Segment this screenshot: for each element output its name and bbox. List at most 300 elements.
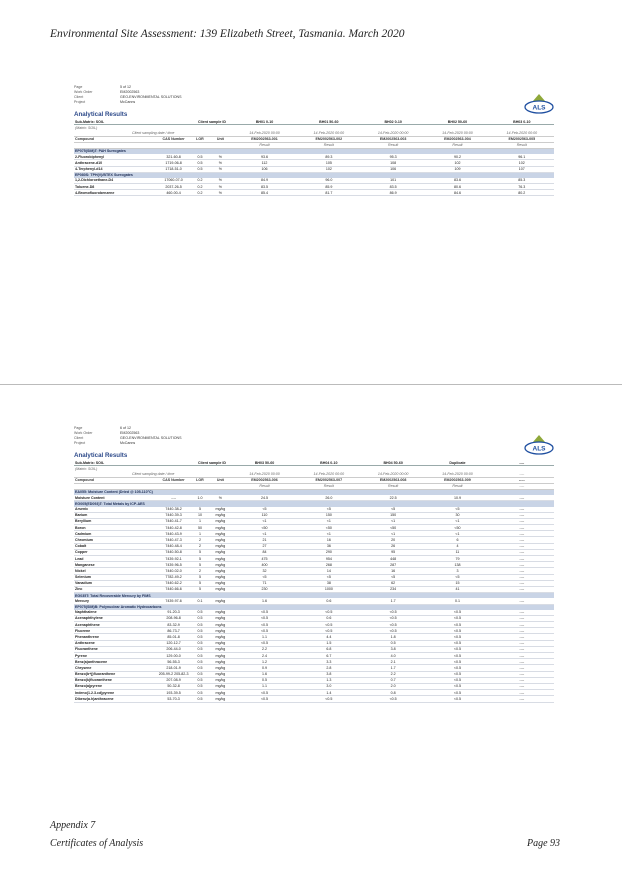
lor-value: 0.5 bbox=[192, 154, 209, 160]
result-value: 11 bbox=[425, 549, 489, 555]
result-value: <5 bbox=[297, 574, 361, 580]
section-title: Analytical Results bbox=[74, 111, 128, 118]
result-value: <0.5 bbox=[425, 634, 489, 640]
compound-name: 1,2-Dichloroethane-D4 bbox=[74, 178, 156, 184]
result-value: <0.5 bbox=[297, 628, 361, 634]
result-value: 3.3 bbox=[297, 659, 361, 665]
compound-name: Indeno(1.2.3.cd)pyrene bbox=[74, 690, 156, 696]
result-value: <5 bbox=[361, 574, 425, 580]
unit-value: % bbox=[208, 154, 232, 160]
result-value: ---- bbox=[490, 690, 554, 696]
cas-number: 7440-62-2 bbox=[156, 580, 192, 586]
result-label: Result bbox=[361, 483, 425, 489]
cas-number: 7440-39-3 bbox=[156, 512, 192, 518]
compound-name: Moisture Content bbox=[74, 495, 156, 501]
result-value: ---- bbox=[490, 507, 554, 513]
result-value: 24.5 bbox=[232, 495, 296, 501]
result-value: 95.3 bbox=[361, 154, 425, 160]
results-sheet-2 bbox=[74, 426, 554, 703]
result-value: <5 bbox=[361, 507, 425, 513]
result-value: ---- bbox=[490, 653, 554, 659]
result-value: ---- bbox=[490, 665, 554, 671]
result-value: <5 bbox=[425, 574, 489, 580]
unit-value: mg/kg bbox=[208, 518, 232, 524]
unit-value: % bbox=[208, 166, 232, 172]
table-row bbox=[74, 696, 554, 702]
lor-value: 5 bbox=[192, 556, 209, 562]
result-value: 107 bbox=[490, 166, 554, 172]
compound-name: Nickel bbox=[74, 568, 156, 574]
result-value: <0.5 bbox=[425, 690, 489, 696]
lor-value: 0.5 bbox=[192, 615, 209, 621]
cas-number: 120-12-7 bbox=[156, 640, 192, 646]
meta-label: Client bbox=[74, 95, 84, 99]
lor-value: 2 bbox=[192, 543, 209, 549]
result-value: ---- bbox=[490, 512, 554, 518]
result-value: ---- bbox=[490, 562, 554, 568]
compound-name: Acenaphthylene bbox=[74, 615, 156, 621]
result-value: <0.5 bbox=[425, 628, 489, 634]
compound-name: Pyrene bbox=[74, 653, 156, 659]
result-value: 84 bbox=[232, 549, 296, 555]
result-value: <1 bbox=[361, 518, 425, 524]
sampling-date: 14-Feb-2020 00:00 bbox=[297, 130, 361, 136]
result-value: 30 bbox=[425, 512, 489, 518]
unit-value: mg/kg bbox=[208, 622, 232, 628]
compound-name: Anthracene bbox=[74, 640, 156, 646]
result-value: 2.1 bbox=[361, 659, 425, 665]
result-value: 0.9 bbox=[232, 665, 296, 671]
unit-value: mg/kg bbox=[208, 531, 232, 537]
result-value: 2.2 bbox=[232, 646, 296, 652]
result-value: <1 bbox=[297, 531, 361, 537]
lor-value: 0.5 bbox=[192, 160, 209, 166]
result-value: 2.4 bbox=[232, 653, 296, 659]
lab-sample-code: EM2002563-007 bbox=[297, 477, 361, 483]
sample-id-header: ---- bbox=[490, 460, 554, 466]
compound-name: Copper bbox=[74, 549, 156, 555]
result-value: 2.0 bbox=[361, 683, 425, 689]
result-value: <50 bbox=[232, 525, 296, 531]
result-value: ---- bbox=[490, 518, 554, 524]
lor-value: 5 bbox=[192, 580, 209, 586]
compound-name: Phenanthrene bbox=[74, 634, 156, 640]
result-value: 85.9 bbox=[297, 184, 361, 190]
result-value: 3.0 bbox=[297, 683, 361, 689]
results-sheet-1 bbox=[74, 85, 554, 196]
lor-value: 0.5 bbox=[192, 166, 209, 172]
sample-id-header: BH01 50-60 bbox=[297, 119, 361, 125]
meta-value: GEO-ENVIRONMENTAL SOLUTIONS bbox=[120, 95, 182, 99]
lor-value: 0.5 bbox=[192, 653, 209, 659]
lor-value: 0.2 bbox=[192, 190, 209, 196]
result-value: 102 bbox=[425, 160, 489, 166]
lor-value: 0.5 bbox=[192, 665, 209, 671]
unit-value: % bbox=[208, 190, 232, 196]
result-value: 26.0 bbox=[297, 495, 361, 501]
sampling-date: 14-Feb-2020 00:00 bbox=[361, 471, 425, 477]
result-value: <0.5 bbox=[361, 622, 425, 628]
compound-name: Cobalt bbox=[74, 543, 156, 549]
result-value: <0.5 bbox=[297, 610, 361, 616]
result-value: 79 bbox=[425, 556, 489, 562]
result-value: <1 bbox=[232, 518, 296, 524]
result-value: 4 bbox=[425, 543, 489, 549]
result-value: ---- bbox=[490, 537, 554, 543]
result-value: 3 bbox=[425, 568, 489, 574]
compound-name: 4-Bromofluorobenzene bbox=[74, 190, 156, 196]
result-value: 85.3 bbox=[490, 178, 554, 184]
result-label: Result bbox=[297, 142, 361, 148]
meta-label: Project bbox=[74, 100, 86, 104]
lor-value: 1 bbox=[192, 518, 209, 524]
cas-number: 17060-07-0 bbox=[156, 178, 192, 184]
lor-value: 0.5 bbox=[192, 640, 209, 646]
meta-row bbox=[74, 100, 554, 105]
results-table bbox=[74, 460, 554, 703]
analysis-group-title: EG005(ED093)T: Total Metals by ICP-AES bbox=[74, 501, 554, 507]
result-value: <5 bbox=[232, 507, 296, 513]
document-header: Environmental Site Assessment: 139 Elizabeth Street, Tasmania. March 2020 bbox=[50, 28, 405, 40]
footer-page-number: Page 93 bbox=[527, 838, 561, 849]
result-value: <5 bbox=[425, 507, 489, 513]
cas-number: 7440-02-0 bbox=[156, 568, 192, 574]
result-value: 0.8 bbox=[361, 690, 425, 696]
lab-sample-code: EM2002563-008 bbox=[361, 477, 425, 483]
result-value: 448 bbox=[361, 556, 425, 562]
result-value: <0.5 bbox=[232, 615, 296, 621]
compound-name: Arsenic bbox=[74, 507, 156, 513]
result-value: 1.6 bbox=[232, 671, 296, 677]
meta-label: Page bbox=[74, 426, 83, 430]
sampling-label: Client sampling date / time bbox=[74, 130, 232, 136]
compound-label: Compound bbox=[74, 136, 156, 142]
meta-row bbox=[74, 441, 554, 446]
unit-value: mg/kg bbox=[208, 677, 232, 683]
result-value: 1.7 bbox=[361, 665, 425, 671]
result-label: Result bbox=[490, 142, 554, 148]
result-value: 90.2 bbox=[425, 154, 489, 160]
compound-name: Dibenz(a.h)anthracene bbox=[74, 696, 156, 702]
meta-label: Page bbox=[74, 85, 83, 89]
result-value: 3.8 bbox=[297, 671, 361, 677]
lor-value: 5 bbox=[192, 507, 209, 513]
result-value: <50 bbox=[361, 525, 425, 531]
lab-sample-code: EM2002563-004 bbox=[425, 136, 489, 142]
compound-name: Mercury bbox=[74, 598, 156, 604]
result-value: 110 bbox=[232, 512, 296, 518]
cas-number: 193-39-5 bbox=[156, 690, 192, 696]
unit-value: mg/kg bbox=[208, 537, 232, 543]
result-value: 400 bbox=[232, 562, 296, 568]
cas-number: 7439-96-5 bbox=[156, 562, 192, 568]
cas-number: 83-32-9 bbox=[156, 622, 192, 628]
sampling-date: 14-Feb-2020 00:00 bbox=[425, 130, 489, 136]
compound-name: Fluorene bbox=[74, 628, 156, 634]
unit-value: mg/kg bbox=[208, 696, 232, 702]
result-value: ---- bbox=[490, 598, 554, 604]
result-value: ---- bbox=[490, 525, 554, 531]
result-value: ---- bbox=[490, 531, 554, 537]
cas-number: 460-00-4 bbox=[156, 190, 192, 196]
result-value: <0.5 bbox=[297, 622, 361, 628]
compound-name: Vanadium bbox=[74, 580, 156, 586]
result-value: 41 bbox=[425, 586, 489, 592]
lor-value: 50 bbox=[192, 525, 209, 531]
result-value: 4.4 bbox=[297, 634, 361, 640]
result-value: 109 bbox=[425, 166, 489, 172]
result-value: 0.1 bbox=[425, 598, 489, 604]
lor-value: 0.5 bbox=[192, 610, 209, 616]
lab-sample-code: EM2002563-009 bbox=[425, 477, 489, 483]
result-label: Result bbox=[232, 142, 296, 148]
unit-value: mg/kg bbox=[208, 543, 232, 549]
unit-label: Unit bbox=[208, 477, 232, 483]
unit-value: mg/kg bbox=[208, 610, 232, 616]
cas-number: 7440-47-3 bbox=[156, 537, 192, 543]
meta-value: McCanns bbox=[120, 100, 136, 104]
lor-value: 0.5 bbox=[192, 683, 209, 689]
compound-name: Barium bbox=[74, 512, 156, 518]
compound-name: Beryllium bbox=[74, 518, 156, 524]
cas-number: 7440-41-7 bbox=[156, 518, 192, 524]
result-value: <1 bbox=[297, 518, 361, 524]
result-value: ---- bbox=[490, 659, 554, 665]
unit-value: % bbox=[208, 495, 232, 501]
result-value: 1.4 bbox=[297, 690, 361, 696]
result-value: ---- bbox=[490, 671, 554, 677]
result-value: 83.6 bbox=[425, 178, 489, 184]
lor-value: 5 bbox=[192, 549, 209, 555]
result-value: 27 bbox=[232, 543, 296, 549]
cas-number: 7440-38-2 bbox=[156, 507, 192, 513]
result-label: Result bbox=[297, 483, 361, 489]
lor-value: 0.5 bbox=[192, 628, 209, 634]
result-value: <50 bbox=[297, 525, 361, 531]
sampling-date: 14-Feb-2020 00:00 bbox=[232, 471, 296, 477]
result-value: 4.0 bbox=[361, 653, 425, 659]
result-value: ---- bbox=[490, 586, 554, 592]
compound-name: Toluene-D8 bbox=[74, 184, 156, 190]
result-value: 106 bbox=[361, 166, 425, 172]
unit-value: mg/kg bbox=[208, 598, 232, 604]
cas-label: CAS Number bbox=[156, 136, 192, 142]
cas-label: CAS Number bbox=[156, 477, 192, 483]
compound-name: Acenaphthene bbox=[74, 622, 156, 628]
result-value: 95 bbox=[361, 549, 425, 555]
result-value: ---- bbox=[490, 640, 554, 646]
result-value: 1.8 bbox=[361, 634, 425, 640]
result-value: 0.7 bbox=[361, 677, 425, 683]
result-value: 96.1 bbox=[490, 154, 554, 160]
compound-name: Chromium bbox=[74, 537, 156, 543]
cas-number: 7440-43-9 bbox=[156, 531, 192, 537]
compound-name: Cadmium bbox=[74, 531, 156, 537]
cas-number: 53-70-3 bbox=[156, 696, 192, 702]
result-value: 84.9 bbox=[232, 178, 296, 184]
result-value: 1.1 bbox=[232, 683, 296, 689]
result-value: 16 bbox=[297, 537, 361, 543]
result-value: <5 bbox=[232, 574, 296, 580]
unit-value: mg/kg bbox=[208, 512, 232, 518]
lor-value: 0.5 bbox=[192, 690, 209, 696]
result-value: 96.0 bbox=[297, 178, 361, 184]
result-value: 150 bbox=[361, 512, 425, 518]
lor-value: 5 bbox=[192, 574, 209, 580]
cas-number: 7440-50-8 bbox=[156, 549, 192, 555]
analysis-group-title: EP080S: TPH(V)/BTEX Surrogates bbox=[74, 172, 554, 178]
als-logo bbox=[524, 93, 554, 115]
result-value: <0.5 bbox=[232, 696, 296, 702]
result-value: 234 bbox=[361, 586, 425, 592]
result-value: <1 bbox=[232, 531, 296, 537]
client-id-label: Client sample ID bbox=[192, 119, 233, 125]
result-value: 268 bbox=[297, 562, 361, 568]
als-logo bbox=[524, 434, 554, 456]
result-value: ---- bbox=[490, 677, 554, 683]
lab-sample-code: EM2002563-002 bbox=[297, 136, 361, 142]
compound-name: Anthracene-d10 bbox=[74, 160, 156, 166]
result-value: 1.3 bbox=[297, 677, 361, 683]
unit-value: mg/kg bbox=[208, 525, 232, 531]
unit-value: mg/kg bbox=[208, 640, 232, 646]
result-value: 62 bbox=[361, 580, 425, 586]
result-value: ---- bbox=[490, 610, 554, 616]
result-value: <0.5 bbox=[425, 665, 489, 671]
result-value: 101 bbox=[361, 178, 425, 184]
logo-text: ALS bbox=[532, 445, 546, 453]
cas-number: 1718-51-0 bbox=[156, 166, 192, 172]
unit-value: mg/kg bbox=[208, 659, 232, 665]
lor-value: 0.5 bbox=[192, 622, 209, 628]
result-value: <0.5 bbox=[425, 683, 489, 689]
cas-number: 7440-48-4 bbox=[156, 543, 192, 549]
footer-certificates: Certificates of Analysis bbox=[50, 838, 144, 849]
compound-name: 2-Fluorobiphenyl bbox=[74, 154, 156, 160]
result-label: Result bbox=[425, 142, 489, 148]
compound-name: Benzo(k)fluoranthene bbox=[74, 677, 156, 683]
result-value: 102 bbox=[297, 166, 361, 172]
result-value: ---- bbox=[490, 568, 554, 574]
unit-value: mg/kg bbox=[208, 562, 232, 568]
unit-value: mg/kg bbox=[208, 556, 232, 562]
lor-value: 0.5 bbox=[192, 659, 209, 665]
unit-value: mg/kg bbox=[208, 615, 232, 621]
result-value: 89.3 bbox=[297, 154, 361, 160]
sample-id-header: BH02 0-10 bbox=[361, 119, 425, 125]
result-value: 108 bbox=[361, 160, 425, 166]
cas-number: 7440-66-6 bbox=[156, 586, 192, 592]
lor-value: 5 bbox=[192, 586, 209, 592]
result-value: ---- bbox=[490, 622, 554, 628]
result-value: <0.5 bbox=[425, 659, 489, 665]
meta-label: Project bbox=[74, 441, 86, 445]
result-value: <0.5 bbox=[425, 615, 489, 621]
result-value: <0.5 bbox=[361, 615, 425, 621]
results-table bbox=[74, 119, 554, 196]
lor-label: LOR bbox=[192, 136, 209, 142]
compound-name: Lead bbox=[74, 556, 156, 562]
lab-sample-code: EM2002563-005 bbox=[490, 136, 554, 142]
result-value: 230 bbox=[232, 586, 296, 592]
cas-number: 7439-92-1 bbox=[156, 556, 192, 562]
result-value: <0.5 bbox=[361, 610, 425, 616]
result-value: 20 bbox=[361, 537, 425, 543]
result-value: 26 bbox=[361, 543, 425, 549]
result-value: 290 bbox=[297, 549, 361, 555]
lor-value: 1.0 bbox=[192, 495, 209, 501]
unit-value: mg/kg bbox=[208, 653, 232, 659]
unit-value: mg/kg bbox=[208, 646, 232, 652]
sampling-date: 14-Feb-2020 00:00 bbox=[361, 130, 425, 136]
result-value: 112 bbox=[232, 160, 296, 166]
unit-value: mg/kg bbox=[208, 580, 232, 586]
meta-label: Work Order bbox=[74, 431, 93, 435]
unit-label: Unit bbox=[208, 136, 232, 142]
sampling-label: Client sampling date / time bbox=[74, 471, 232, 477]
result-value: ---- bbox=[490, 634, 554, 640]
sample-id-header: BH04 0-10 bbox=[297, 460, 361, 466]
result-value: 1.5 bbox=[297, 640, 361, 646]
result-value: 76.3 bbox=[490, 184, 554, 190]
result-value: 71 bbox=[232, 580, 296, 586]
unit-value: mg/kg bbox=[208, 574, 232, 580]
cas-number: 86-73-7 bbox=[156, 628, 192, 634]
result-value: <0.5 bbox=[361, 696, 425, 702]
sample-id-header: BH03 50-60 bbox=[232, 460, 296, 466]
compound-name: Benzo(b+j)fluoranthene bbox=[74, 671, 156, 677]
sample-id-header: Duplicate bbox=[425, 460, 489, 466]
lor-value: 0.5 bbox=[192, 646, 209, 652]
result-value: 105 bbox=[297, 160, 361, 166]
unit-value: mg/kg bbox=[208, 690, 232, 696]
result-value: 32 bbox=[232, 568, 296, 574]
sample-id-header: BH02 50-60 bbox=[425, 119, 489, 125]
cas-number: 321-60-8 bbox=[156, 154, 192, 160]
result-value: 150 bbox=[297, 512, 361, 518]
analysis-group-title: EA055: Moisture Content (Dried @ 105-110°C) bbox=[74, 489, 554, 495]
result-value: 0.6 bbox=[297, 598, 361, 604]
compound-name: 4-Terphenyl-d14 bbox=[74, 166, 156, 172]
result-value: 2.2 bbox=[361, 671, 425, 677]
unit-value: mg/kg bbox=[208, 634, 232, 640]
lor-value: 0.5 bbox=[192, 677, 209, 683]
result-value: 6.7 bbox=[297, 653, 361, 659]
logo-text: ALS bbox=[532, 104, 546, 112]
meta-value: GEO-ENVIRONMENTAL SOLUTIONS bbox=[120, 436, 182, 440]
result-value: 1.7 bbox=[361, 598, 425, 604]
unit-value: mg/kg bbox=[208, 568, 232, 574]
cas-number: 1719-06-8 bbox=[156, 160, 192, 166]
sheet-meta bbox=[74, 426, 554, 460]
unit-value: mg/kg bbox=[208, 549, 232, 555]
result-value: 475 bbox=[232, 556, 296, 562]
result-value: 954 bbox=[297, 556, 361, 562]
result-value: ---- bbox=[490, 495, 554, 501]
result-value: 0.5 bbox=[361, 640, 425, 646]
result-value: 1.2 bbox=[232, 659, 296, 665]
unit-value: mg/kg bbox=[208, 665, 232, 671]
cas-number: ---- bbox=[156, 495, 192, 501]
lab-sample-code: ----- bbox=[490, 477, 554, 483]
result-label: ---- bbox=[490, 483, 554, 489]
result-value: ---- bbox=[490, 574, 554, 580]
compound-name: Selenium bbox=[74, 574, 156, 580]
unit-value: % bbox=[208, 178, 232, 184]
lor-label: LOR bbox=[192, 477, 209, 483]
result-value: <0.5 bbox=[425, 646, 489, 652]
result-value: 84.6 bbox=[425, 190, 489, 196]
